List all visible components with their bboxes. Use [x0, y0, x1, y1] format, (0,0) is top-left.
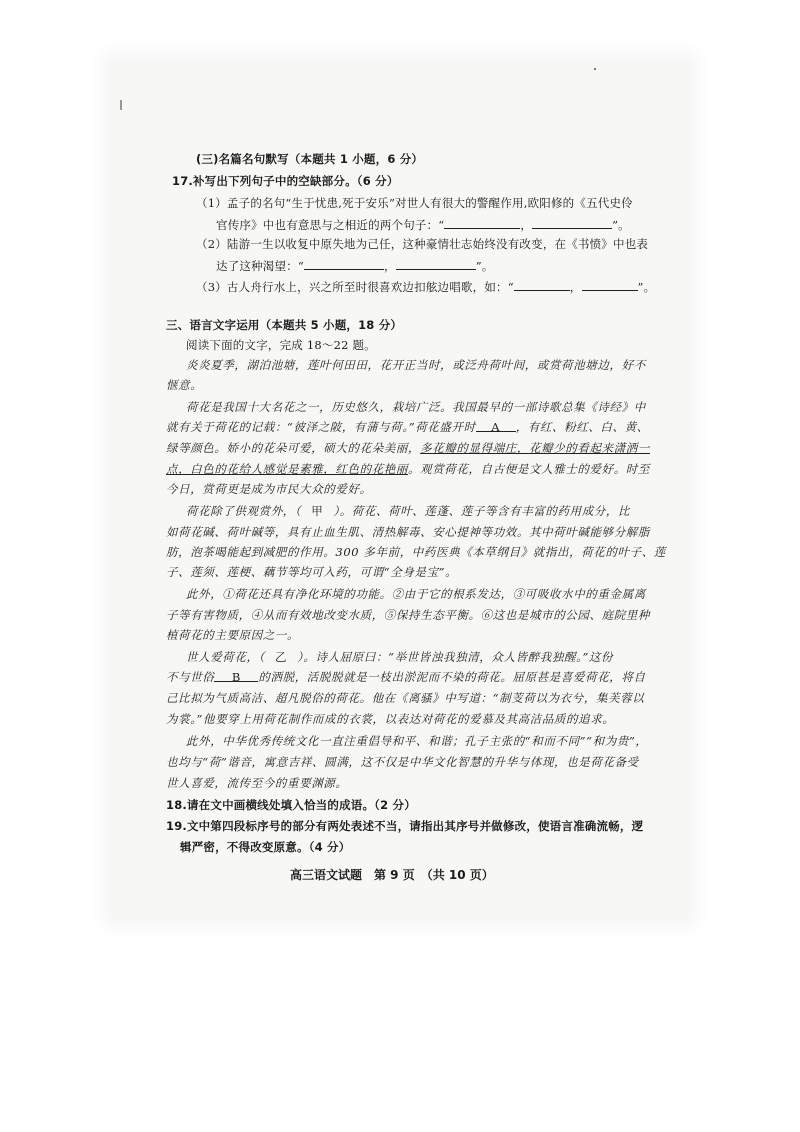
underlined-sentence: 多花瓣的显得端庄，花瓣少的看起来潇洒一 — [420, 441, 651, 455]
paragraph-1-line1: 炎炎夏季，湖泊池塘，莲叶何田田，花开正当时，或泛舟荷叶间，或赏荷池塘边，好不 — [186, 358, 646, 372]
underlined-sentence: 点，白色的花给人感觉是素雅，红色的花艳丽 — [166, 462, 408, 476]
blank-yi[interactable]: 乙 — [274, 650, 288, 664]
comma: ， — [520, 218, 533, 232]
page-footer: 高三语文试题 第 9 页 （共 10 页） — [290, 868, 494, 882]
paragraph-text: ，有红、粉红、白、黄、 — [515, 420, 649, 434]
quote-end: ”。 — [612, 218, 630, 232]
paragraph-3-line3: 肪，泡茶喝能起到减肥的作用。300 多年前，中药医典《本草纲目》就指出，荷花的叶子、莲 — [166, 545, 666, 559]
answer-blank[interactable] — [304, 258, 384, 270]
paragraph-6-line1: 此外，中华优秀传统文化一直注重倡导和平、和谐；孔子主张的“和而不同”“和为贵”， — [186, 734, 648, 748]
q17-3-text: （3）古人舟行水上，兴之所至时很喜欢边扣舷边唱歌，如：“ — [196, 280, 514, 294]
paragraph-5-line1 — [186, 650, 613, 664]
paragraph-text: 世人爱荷花，（ — [186, 650, 265, 664]
paragraph-text: 荷花除了供观赏外，（ — [186, 504, 302, 518]
q17-1-text: 官传序》中也有意思与之相近的两个句子：“ — [216, 218, 445, 232]
answer-blank[interactable] — [532, 217, 612, 229]
paragraph-4-line2: 子等有害物质，④从而有效地改变水质，⑤保持生态平衡。⑥这也是城市的公园、庭院里种 — [166, 608, 650, 622]
paragraph-2-line3 — [166, 441, 650, 455]
q17-2-line1: （2）陆游一生以收复中原失地为己任，这种豪情壮志始终没有改变，在《书愤》中也表 — [196, 237, 649, 251]
paragraph-3-line2: 如荷花碱、荷叶碱等，具有止血生肌、清热解毒、安心提神等功效。其中荷叶碱能够分解脂 — [166, 525, 650, 539]
paragraph-5-line2 — [166, 670, 646, 684]
paragraph-2-line5: 今日，赏荷更是成为市民大众的爱好。 — [166, 482, 372, 496]
q17-1-line1: （1）孟子的名句“生于忧患,死于安乐”对世人有很大的警醒作用,欧阳修的《五代史伶 — [196, 196, 633, 210]
scan-speck — [594, 68, 596, 70]
paragraph-text: 。观赏荷花，自古便是文人雅士的爱好。时至 — [408, 462, 650, 476]
q17-1-line2 — [216, 217, 630, 232]
paragraph-2-line2 — [166, 420, 649, 434]
paragraph-text: ）。荷花、荷叶、莲蓬、莲子等含有丰富的药用成分，比 — [333, 504, 631, 518]
blank-jia[interactable]: 甲 — [311, 504, 324, 518]
question-19-line2: 辑严密，不得改变原意。（4 分） — [180, 840, 351, 854]
q17-2-text: 达了这种渴望：“ — [216, 259, 304, 273]
paragraph-text: 就有关于荷花的记载：“彼泽之陂，有蒲与荷。”荷花盛开时 — [166, 420, 476, 434]
paragraph-1-line2: 惬意。 — [166, 378, 203, 392]
paragraph-4-line1: 此外，①荷花还具有净化环境的功能。②由于它的根系发达，③可吸收水中的重金属离 — [186, 587, 646, 601]
paragraph-6-line2: 也均与“荷”谐音，寓意吉祥、圆满，这不仅是中华文化智慧的升华与体现，也是荷花备受 — [166, 755, 639, 769]
question-18: 18.请在文中画横线处填入恰当的成语。（2 分） — [166, 798, 416, 812]
part-heading: 三、语言文字运用（本题共 5 小题，18 分） — [166, 318, 403, 332]
question-19-line1: 19.文中第四段标序号的部分有两处表述不当，请指出其序号并做修改，使语言准确流畅，逻 — [166, 819, 644, 833]
paragraph-2-line1: 荷花是我国十大名花之一，历史悠久，栽培广泛。我国最早的一部诗歌总集《诗经》中 — [186, 400, 646, 414]
answer-blank[interactable] — [582, 279, 638, 291]
paragraph-5-line4: 为裳。”他要穿上用荷花制作而成的衣裳，以表达对荷花的爱慕及其高洁品质的追求。 — [166, 712, 615, 726]
paragraph-2-line4 — [166, 462, 650, 476]
blank-B[interactable]: B — [214, 670, 258, 682]
paragraph-3-line1 — [186, 504, 630, 518]
paragraph-text: 绿等颜色。娇小的花朵可爱，硕大的花朵美丽， — [166, 441, 421, 455]
quote-end: ”。 — [475, 259, 494, 273]
paragraph-3-line4: 子、莲须、莲梗、藕节等均可入药，可谓“全身是宝”。 — [166, 565, 458, 579]
paragraph-text: 不与世俗 — [166, 670, 215, 684]
comma: ， — [569, 280, 582, 294]
answer-blank[interactable] — [514, 279, 570, 291]
blank-A[interactable]: A — [476, 420, 516, 432]
paragraph-6-line3: 世人喜爱，流传至今的重要渊源。 — [166, 776, 348, 790]
q17-3-line — [196, 279, 655, 294]
margin-mark — [120, 100, 122, 110]
answer-blank[interactable] — [444, 217, 520, 229]
question-17-stem: 17.补写出下列句子中的空缺部分。（6 分） — [172, 174, 399, 188]
quote-end: ”。 — [637, 280, 656, 294]
paragraph-5-line3: 己比拟为气质高洁、超凡脱俗的荷花。他在《离骚》中写道：“制芰荷以为衣兮，集芙蓉以 — [166, 691, 645, 705]
reading-intro: 阅读下面的文字，完成 18～22 题。 — [186, 338, 376, 352]
section-heading: (三)名篇名句默写（本题共 1 小题，6 分） — [196, 152, 424, 166]
q17-2-line2 — [216, 258, 493, 273]
answer-blank[interactable] — [396, 258, 476, 270]
paragraph-text: 的洒脱，活脱脱就是一枝出淤泥而不染的荷花。屈原甚是喜爱荷花，将自 — [258, 670, 646, 684]
paragraph-text: ）。诗人屈原曰：“举世皆浊我独清，众人皆醉我独醒。”这份 — [297, 650, 614, 664]
paragraph-4-line3: 植荷花的主要原因之一。 — [166, 628, 300, 642]
comma: ， — [383, 259, 396, 273]
